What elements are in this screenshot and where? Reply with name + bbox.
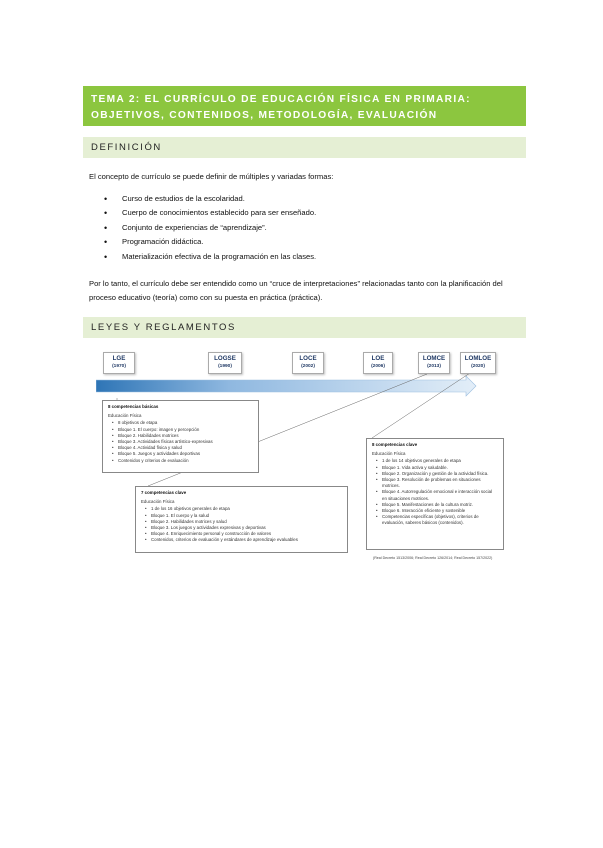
box-subtitle: Educación Física bbox=[108, 413, 142, 419]
list-item: • Bloque 5. Manifestaciones de la cultura motriz. bbox=[382, 502, 498, 508]
source-credit: (Real Decreto 1513/2006; Real Decreto 126/2014; Real Decreto 157/2022) bbox=[373, 556, 493, 560]
list-item: • Bloque 4. Enriquecimiento personal y construcción de valores bbox=[151, 531, 342, 537]
box-subtitle: Educación Física bbox=[372, 451, 406, 457]
law-loce bbox=[292, 352, 324, 374]
list-item: • 8 objetivos de etapa bbox=[118, 420, 253, 426]
list-item: • Materialización efectiva de la programación en las clases. bbox=[104, 250, 316, 264]
list-item: • Bloque 2. Habilidades motrices bbox=[118, 433, 253, 439]
law-name: LOGSE bbox=[214, 355, 236, 362]
box-subtitle: Educación Física bbox=[141, 499, 175, 505]
law-name: LOCE bbox=[299, 355, 317, 362]
definicion-intro: El concepto de currículo se puede definir de múltiples y variadas formas: bbox=[89, 172, 334, 181]
law-lomloe bbox=[460, 352, 496, 374]
box-list bbox=[372, 458, 498, 526]
law-year: (1970) bbox=[112, 364, 126, 369]
list-item: • 1 de los 14 objetivos generales de etapa bbox=[382, 458, 498, 464]
box-title: 8 competencias clave bbox=[372, 442, 418, 447]
law-year: (1990) bbox=[218, 364, 232, 369]
list-item: • Bloque 4. Actividad física y salud bbox=[118, 445, 253, 451]
list-item: • Bloque 1. El cuerpo: imagen y percepción bbox=[118, 427, 253, 433]
box-lomce-competencias bbox=[135, 486, 348, 553]
list-item: • Bloque 3. Los juegos y actividades expresivas y deportivas bbox=[151, 525, 342, 531]
list-item: • Curso de estudios de la escolaridad. bbox=[104, 192, 316, 206]
law-name: LOMLOE bbox=[464, 355, 492, 362]
list-item: • Bloque 2. Organización y gestión de la actividad física. bbox=[382, 471, 498, 477]
list-item: • Bloque 6. Interacción eficiente y sostenible bbox=[382, 508, 498, 514]
leyes-timeline-diagram bbox=[96, 346, 510, 571]
law-loe bbox=[363, 352, 393, 374]
list-item: • Bloque 3. Resolución de problemas en situaciones motrices. bbox=[382, 477, 498, 489]
box-logse-competencias bbox=[102, 400, 259, 473]
list-item: • Contenidos, criterios de evaluación y estándares de aprendizaje evaluables bbox=[151, 537, 342, 543]
list-item: • Bloque 1. Vida activa y saludable. bbox=[382, 465, 498, 471]
document-title: TEMA 2: EL CURRÍCULO DE EDUCACIÓN FÍSICA EN PRIMARIA: OBJETIVOS, CONTENIDOS, METODOLOGÍA, EVALUACIÓN bbox=[83, 86, 526, 126]
list-item: • Bloque 1. El cuerpo y la salud bbox=[151, 513, 342, 519]
law-name: LGE bbox=[112, 355, 126, 362]
law-logse bbox=[208, 352, 242, 374]
section-heading-leyes: LEYES Y REGLAMENTOS bbox=[83, 317, 526, 338]
list-item: • Contenidos y criterios de evaluación bbox=[118, 458, 253, 464]
law-year: (2006) bbox=[371, 364, 385, 369]
law-lge bbox=[103, 352, 135, 374]
law-year: (2020) bbox=[471, 364, 485, 369]
list-item: • Bloque 4. Autorregulación emocional e interacción social en situaciones motrices. bbox=[382, 489, 498, 501]
definicion-list bbox=[104, 192, 316, 264]
list-item: • Bloque 2. Habilidades motrices y salud bbox=[151, 519, 342, 525]
box-title: 7 competencias clave bbox=[141, 490, 187, 495]
section-heading-definicion: DEFINICIÓN bbox=[83, 137, 526, 158]
list-item: • Competencias específicas (objetivos), criterios de evaluación, saberes básicos (contenidos). bbox=[382, 514, 498, 526]
list-item: • Cuerpo de conocimientos establecido para ser enseñado. bbox=[104, 206, 316, 220]
list-item: • 1 de los 16 objetivos generales de etapa bbox=[151, 506, 342, 512]
box-lomloe-competencias bbox=[366, 438, 504, 550]
law-name: LOMCE bbox=[422, 355, 446, 362]
list-item: • Programación didáctica. bbox=[104, 235, 316, 249]
law-lomce bbox=[418, 352, 450, 374]
list-item: • Conjunto de experiencias de “aprendizaje”. bbox=[104, 221, 316, 235]
box-title: 8 competencias básicas bbox=[108, 404, 159, 409]
law-year: (2013) bbox=[427, 364, 441, 369]
box-list bbox=[108, 420, 253, 463]
timeline-arrow bbox=[96, 376, 476, 396]
law-year: (2002) bbox=[301, 364, 315, 369]
list-item: • Bloque 3. Actividades físicas artístico-expresivas bbox=[118, 439, 253, 445]
definicion-conclusion: Por lo tanto, el currículo debe ser entendido como un “cruce de interpretaciones” relacionadas tanto con la planificación del proceso educativo (teoría) como con su puesta en práctica (práctica). bbox=[89, 279, 503, 302]
box-list bbox=[141, 506, 342, 543]
list-item: • Bloque 5. Juegos y actividades deportivas bbox=[118, 451, 253, 457]
law-name: LOE bbox=[371, 355, 385, 362]
